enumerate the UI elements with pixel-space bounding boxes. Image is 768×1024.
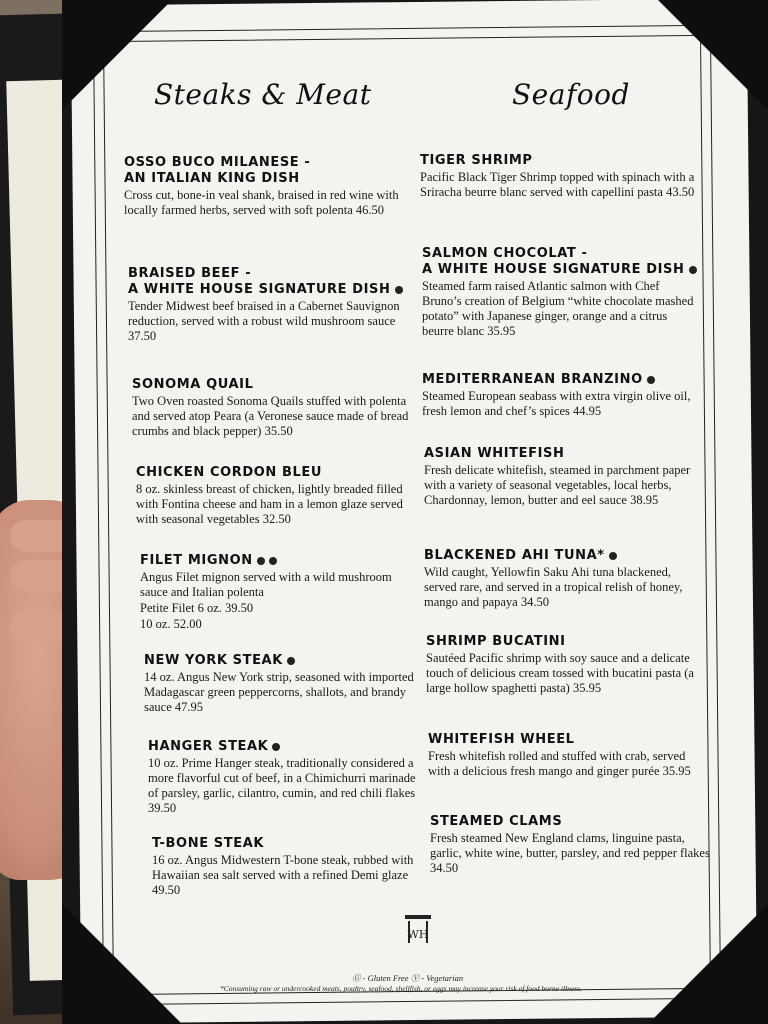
item-price: 44.95 <box>573 404 602 418</box>
gluten-free-icon <box>609 552 617 560</box>
item-price: 32.50 <box>262 512 291 526</box>
item-name: OSSO BUCO MILANESE - <box>124 155 311 170</box>
item-name: HANGER STEAK <box>148 739 269 754</box>
item-name-line2: A WHITE HOUSE SIGNATURE DISH <box>128 282 391 297</box>
item-price: 35.95 <box>487 324 516 338</box>
item-name: MEDITERRANEAN BRANZINO <box>422 372 643 387</box>
item-description: Steamed European seabass with extra virgin olive oil, fresh lemon and chef’s spices 44.95 <box>422 389 691 418</box>
item-description: 14 oz. Angus New York strip, seasoned with imported Madagascar green peppercorns, shallots, and brandy sauce 47.95 <box>144 670 414 714</box>
item-description: 10 oz. Prime Hanger steak, traditionally considered a more flavorful cut of beef, in a Chimichurri marinade of parsley, garlic, cilantro, cumin, and red chili flakes 39.50 <box>148 756 416 815</box>
item-description: Two Oven roasted Sonoma Quails stuffed with polenta and served atop Peara (a Veronese sauce made of bread crumbs and black pepper) 35.50 <box>132 394 409 438</box>
menu-item <box>128 266 408 344</box>
item-description: Fresh delicate whitefish, steamed in parchment paper with a variety of seasonal vegetables, local herbs, Chardonnay, lemon, butter and eel sauce 38.95 <box>424 463 691 507</box>
item-name: WHITEFISH WHEEL <box>428 732 575 747</box>
item-price: 38.95 <box>630 493 659 507</box>
menu-item <box>426 634 706 696</box>
menu-item <box>148 739 428 816</box>
item-description: 8 oz. skinless breast of chicken, lightly breaded filled with Fontina cheese and ham in a lemon glaze served with seasonal vegetables 32.50 <box>136 482 403 526</box>
item-price: 49.50 <box>152 883 181 897</box>
item-price: 39.50 <box>148 801 177 815</box>
menu-item <box>422 372 702 419</box>
gluten-free-icon <box>689 266 697 274</box>
item-name: SHRIMP BUCATINI <box>426 634 566 649</box>
item-name-line2: AN ITALIAN KING DISH <box>124 171 300 186</box>
item-description: Cross cut, bone-in veal shank, braised in red wine with locally farmed herbs, served with soft polenta 46.50 <box>124 188 399 217</box>
gluten-free-icon <box>647 376 655 384</box>
dot-icon <box>257 557 265 565</box>
gluten-free-icon <box>272 743 280 751</box>
menu-item <box>124 155 404 218</box>
menu-item <box>422 246 702 339</box>
item-description: Steamed farm raised Atlantic salmon with Chef Bruno’s creation of Belgium “white chocolate mashed potato” with Japanese ginger, orange and a citrus beurre blanc 35.95 <box>422 279 694 338</box>
item-price: 43.50 <box>666 185 695 199</box>
item-description: Fresh whitefish rolled and stuffed with crab, served with a delicious fresh mango and ginger purée 35.95 <box>428 749 691 778</box>
menu-item <box>144 653 424 715</box>
item-description: Fresh steamed New England clams, linguine pasta, garlic, white wine, butter, parsley, and red pepper flakes 34.50 <box>430 831 710 875</box>
item-name: TIGER SHRIMP <box>420 153 533 168</box>
item-name: CHICKEN CORDON BLEU <box>136 465 323 480</box>
item-description: Pacific Black Tiger Shrimp topped with spinach with a Sriracha beurre blanc served with capellini pasta 43.50 <box>420 170 695 199</box>
disclaimer: *Consuming raw or undercooked meats, poultry, seafood, shellfish, or eggs may increase your risk of food borne illness. <box>220 984 582 993</box>
item-price: 35.95 <box>572 681 602 695</box>
item-description: Angus Filet mignon served with a wild mushroom sauce and Italian polenta <box>140 570 392 599</box>
item-price: 47.95 <box>174 700 204 714</box>
menu-item <box>424 548 704 610</box>
item-price: 34.50 <box>520 595 549 609</box>
section-title-steaks: Steaks & Meat <box>154 78 372 111</box>
white-house-logo <box>404 914 432 946</box>
item-name: BLACKENED AHI TUNA* <box>424 548 605 563</box>
item-name-line2: A WHITE HOUSE SIGNATURE DISH <box>422 262 685 277</box>
menu-item <box>132 377 412 439</box>
item-price-line: Petite Filet 6 oz. 39.50 <box>140 601 254 615</box>
menu-item <box>424 446 704 508</box>
logo-text: WH <box>407 928 429 941</box>
menu-item <box>430 814 710 876</box>
item-name: T-BONE STEAK <box>152 836 265 851</box>
item-description: Sautéed Pacific shrimp with soy sauce and a delicate touch of delicious cream tossed with bucatini pasta (a large hollow spaghetti pasta) 35.95 <box>426 651 694 695</box>
gluten-free-icon <box>269 557 277 565</box>
gluten-free-icon <box>395 286 403 294</box>
item-price-line: 10 oz. 52.00 <box>140 617 202 631</box>
item-price: 46.50 <box>355 203 384 217</box>
item-price: 35.95 <box>662 764 691 778</box>
item-price: 37.50 <box>128 329 157 343</box>
section-title-seafood: Seafood <box>512 78 630 111</box>
item-name: NEW YORK STEAK <box>144 653 283 668</box>
item-description: Tender Midwest beef braised in a Cabernet Sauvignon reduction, served with a robust wild mushroom sauce 37.50 <box>128 299 400 343</box>
item-name: STEAMED CLAMS <box>430 814 563 829</box>
item-name: ASIAN WHITEFISH <box>424 446 565 461</box>
legend: Ⓖ - Gluten Free Ⓥ - Vegetarian <box>352 973 464 983</box>
menu-item <box>152 836 432 898</box>
gluten-free-icon <box>287 657 295 665</box>
menu-item <box>420 153 700 200</box>
item-price: 34.50 <box>430 861 459 875</box>
item-name: FILET MIGNON <box>140 553 253 568</box>
item-name: SONOMA QUAIL <box>132 377 254 392</box>
item-name: SALMON CHOCOLAT - <box>422 246 588 261</box>
menu-item <box>140 553 420 632</box>
item-price: 35.50 <box>264 424 293 438</box>
item-description: Wild caught, Yellowfin Saku Ahi tuna blackened, served rare, and served in a tropical relish of honey, mango and papaya 34.50 <box>424 565 683 609</box>
item-description: 16 oz. Angus Midwestern T-bone steak, rubbed with Hawaiian sea salt served with a refined Demi glaze 49.50 <box>152 853 414 897</box>
menu-item <box>428 732 708 779</box>
item-name: BRAISED BEEF - <box>128 266 252 281</box>
menu-item <box>136 465 416 527</box>
